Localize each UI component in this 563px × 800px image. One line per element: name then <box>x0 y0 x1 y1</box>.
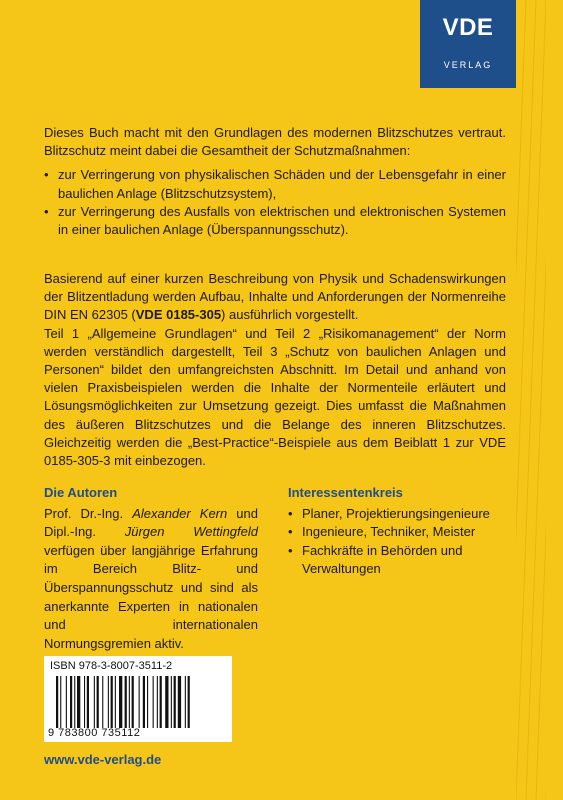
barcode-bar <box>94 676 95 728</box>
barcode-bar <box>132 676 134 728</box>
list-item: • zur Verringerung des Ausfalls von elektrischen und elektronischen Systemen in einer baulichen Anlage (Überspannungsschutz). <box>44 203 506 238</box>
audience-heading: Interessentenkreis <box>288 485 403 500</box>
logo-publisher: VERLAG <box>443 60 493 70</box>
barcode-bar <box>70 676 72 728</box>
logo-brand: VDE <box>442 14 494 41</box>
author-name: Alexander Kern <box>132 505 228 521</box>
bullet-icon: • <box>44 167 49 183</box>
barcode-bar <box>108 676 109 728</box>
description-section <box>44 270 506 470</box>
list-item: • Fachkräfte in Behörden und Verwaltungen <box>288 542 463 577</box>
barcode-bar <box>97 676 99 728</box>
barcode-bar <box>178 676 181 728</box>
authors-text: Prof. Dr.-Ing. Alexander Kern und Dipl.-Ing. Jürgen Wettingfeld verfügen über langjährige Erfahrung im Bereich Blitz- und Überspannungsschutz und sind als anerkannte Experten in nationalen und internationalen Normungsgremien aktiv. <box>44 505 258 651</box>
audience-section <box>288 484 508 579</box>
barcode-bar <box>111 676 113 728</box>
barcode-bars <box>56 676 222 728</box>
barcode-bar <box>74 676 75 728</box>
bullet-icon: • <box>288 524 293 540</box>
barcode-bar <box>56 676 58 728</box>
barcode-bar <box>139 676 140 728</box>
barcode-bar <box>143 676 145 728</box>
barcode-bar <box>160 676 162 728</box>
intro-text: Dieses Buch macht mit den Grundlagen des modernen Blitzschutzes vertraut. Blitzschutz meint dabei die Gesamtheit der Schutzmaßnahmen: <box>44 125 506 159</box>
barcode-bar <box>66 676 67 728</box>
audience-list <box>288 505 508 579</box>
isbn-label: ISBN 978-3-8007-3511-2 <box>50 660 173 672</box>
barcode-bar <box>60 676 61 728</box>
barcode-bar <box>185 676 186 728</box>
barcode-bar <box>87 676 89 728</box>
isbn-barcode <box>44 656 232 742</box>
list-item: • zur Verringerung von physikalischen Schäden und der Lebensgefahr in einer baulichen Anlage (Blitzschutzsystem), <box>44 167 506 201</box>
author-name: Jürgen Wettingfeld <box>124 524 258 540</box>
barcode-bar <box>125 676 127 728</box>
list-item: • Ingenieure, Techniker, Meister <box>288 523 508 542</box>
barcode-bar <box>153 676 154 728</box>
barcode-bar <box>77 676 80 728</box>
intro-section <box>44 124 506 239</box>
barcode-bar <box>165 676 168 728</box>
decorative-diagonal-lines <box>516 0 546 800</box>
vde-logo <box>420 0 516 88</box>
protection-list <box>44 166 506 239</box>
barcode-bar <box>115 676 116 728</box>
norm-reference: VDE 0185-305 <box>135 307 222 323</box>
bullet-icon: • <box>288 505 293 521</box>
barcode-bar <box>174 676 176 728</box>
description-paragraph-2: Teil 1 „Allgemeine Grundlagen“ und Teil 2 „Risikomanagement“ der Norm werden verständlich dargestellt, Teil 3 „Schutz von baulichen Anlagen und Personen“ bildet den umfangreichsten Abschnitt. Im Detail und anhand von vielen Praxisbeispielen werden die Inhalte der Normenteile erläutert und Lösungsmöglichkeiten zur Umsetzung gezeigt. Dies umfasst die Maßnahmen des äußeren Blitzschutzes und die Belange des inneren Blitzschutzes. Gleichzeitig werden die „Best-Practice“-Beispiele aus dem Beiblatt 1 zur VDE 0185-305-3 mit einbezogen. <box>44 325 506 469</box>
barcode-bar <box>147 676 148 728</box>
bullet-icon: • <box>44 203 49 219</box>
list-item: • Planer, Projektierungsingenieure <box>288 505 508 524</box>
barcode-bar <box>119 676 122 728</box>
bullet-icon: • <box>288 542 293 558</box>
barcode-bar <box>157 676 158 728</box>
barcode-bar <box>188 676 190 728</box>
decorative-line <box>526 0 546 800</box>
authors-heading: Die Autoren <box>44 485 118 500</box>
barcode-bar <box>129 676 130 728</box>
barcode-bar <box>84 676 85 728</box>
barcode-bar <box>102 676 103 728</box>
publisher-website-link[interactable]: www.vde-verlag.de <box>44 752 162 767</box>
authors-section <box>44 484 258 653</box>
decorative-line <box>516 0 536 800</box>
barcode-number: 9 783800 735112 <box>48 727 141 739</box>
barcode-bar <box>171 676 172 728</box>
description-paragraph-1: Basierend auf einer kurzen Beschreibung von Physik und Schadenswirkungen der Blitzentladung werden Aufbau, Inhalte und Anforderungen der Normenreihe DIN EN 62305 (VDE 0185-305) ausführlich vorgestellt. <box>44 271 506 323</box>
